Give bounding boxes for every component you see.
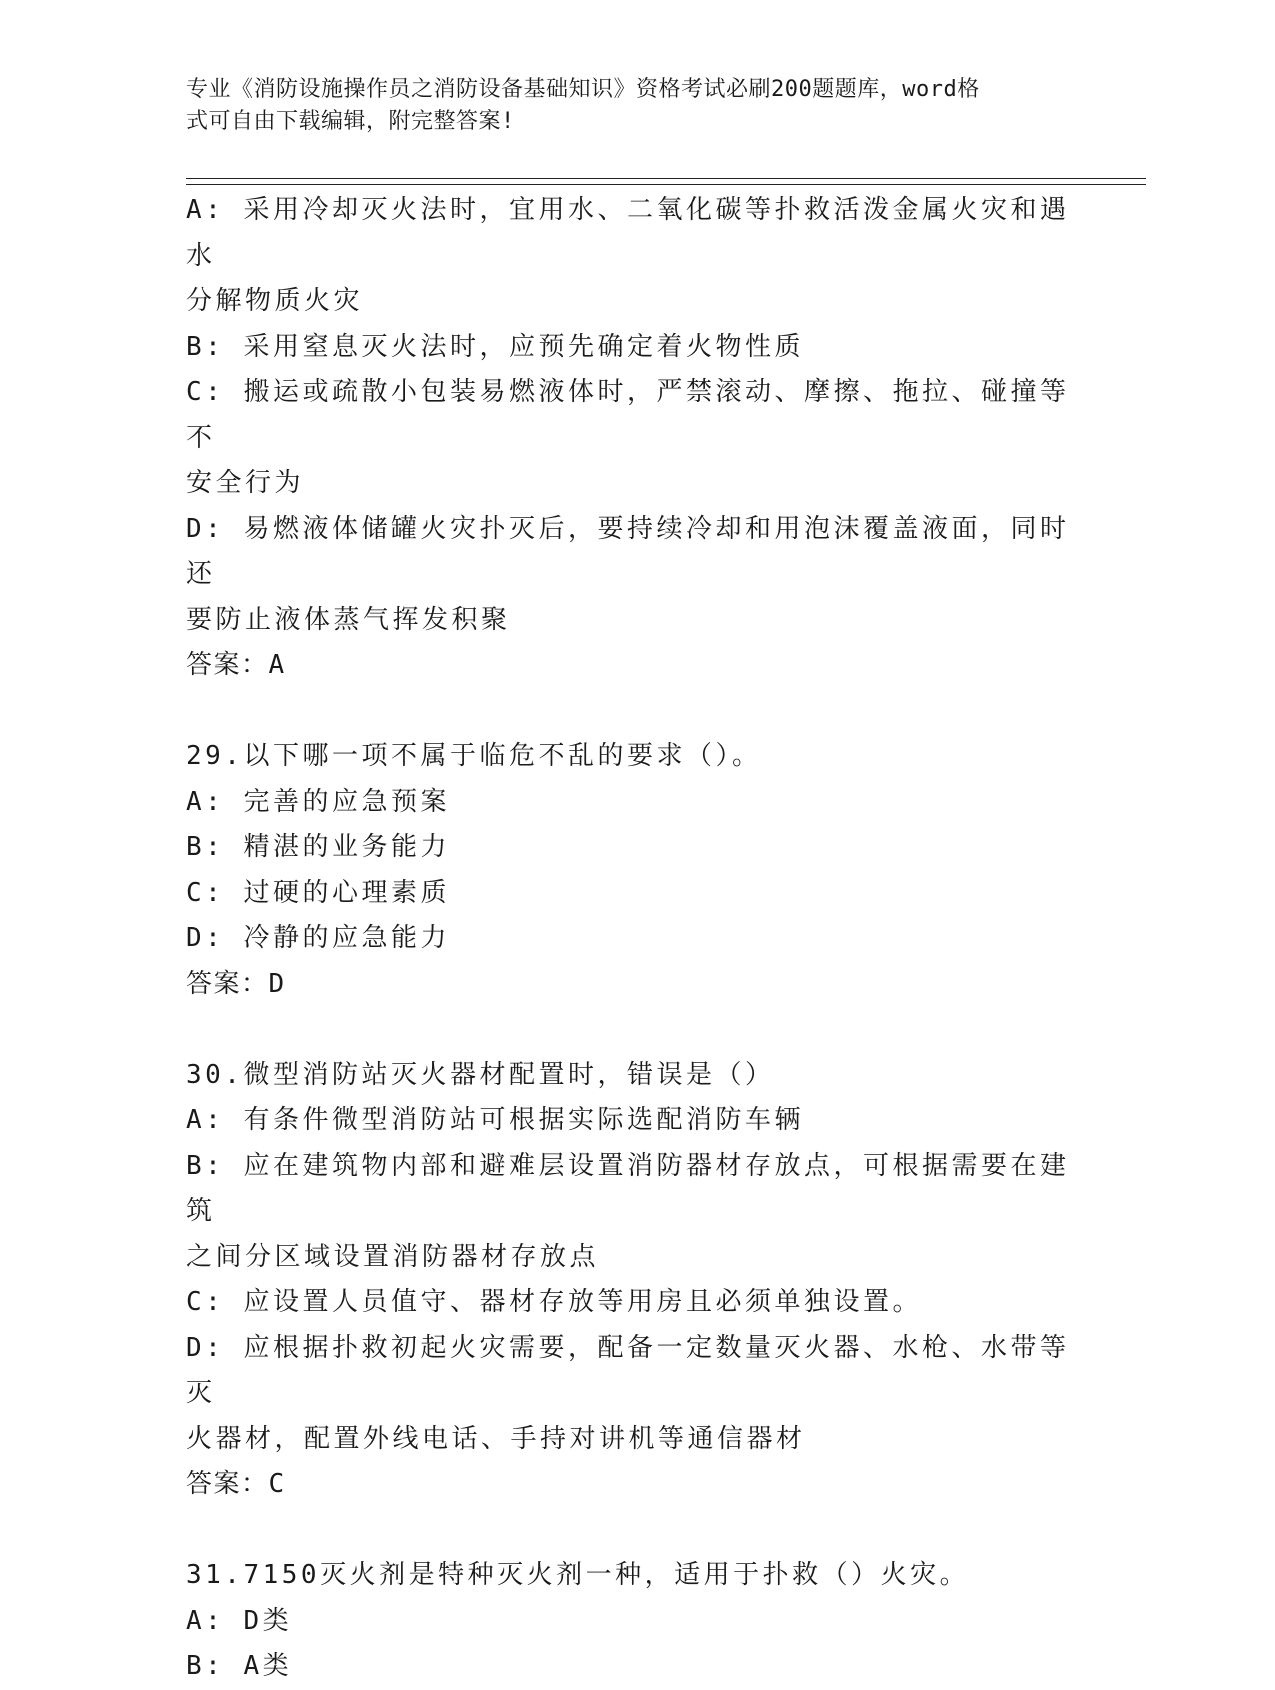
question-30 bbox=[186, 1053, 1086, 1508]
header-line-2: 式可自由下载编辑，附完整答案! bbox=[186, 109, 515, 134]
question-text: 30.微型消防站灭火器材配置时，错误是（） bbox=[186, 1059, 775, 1090]
option-c-line-1: C: 搬运或疏散小包装易燃液体时，严禁滚动、摩擦、拖拉、碰撞等不 bbox=[186, 377, 1070, 453]
answer-value: C bbox=[268, 1469, 286, 1499]
header-divider-top bbox=[186, 178, 1146, 179]
answer bbox=[186, 962, 1086, 1008]
option-a: A: D类 bbox=[186, 1605, 293, 1636]
question-28 bbox=[186, 188, 1086, 689]
answer-label: 答案： bbox=[186, 1469, 269, 1499]
document-header bbox=[186, 74, 1066, 138]
question-29 bbox=[186, 734, 1086, 1007]
answer-value: D bbox=[268, 968, 286, 999]
spacer bbox=[186, 1007, 1086, 1053]
option-b-line-1: B: 应在建筑物内部和避难层设置消防器材存放点，可根据需要在建筑 bbox=[186, 1150, 1070, 1226]
header-line-1: 专业《消防设施操作员之消防设备基础知识》资格考试必刷200题题库，word格 bbox=[186, 77, 980, 102]
option-b: B: A类 bbox=[186, 1651, 293, 1681]
option-d-line-2: 要防止液体蒸气挥发积聚 bbox=[186, 604, 511, 635]
answer bbox=[186, 1462, 1086, 1508]
option-d: D: 冷静的应急能力 bbox=[186, 923, 450, 953]
question-31 bbox=[186, 1553, 1086, 1690]
option-c: C: 过硬的心理素质 bbox=[186, 877, 450, 908]
option-d-line-1: D: 应根据扑救初起火灾需要，配备一定数量灭火器、水枪、水带等灭 bbox=[186, 1332, 1070, 1408]
option-a-line-2: 分解物质火灾 bbox=[186, 286, 364, 316]
option-c: C: 应设置人员值守、器材存放等用房且必须单独设置。 bbox=[186, 1287, 922, 1317]
option-c-line-2: 安全行为 bbox=[186, 468, 305, 498]
option-d-line-2: 火器材，配置外线电话、手持对讲机等通信器材 bbox=[186, 1423, 806, 1454]
header-divider-bottom bbox=[186, 184, 1146, 185]
option-d-line-1: D: 易燃液体储罐火灾扑灭后，要持续冷却和用泡沫覆盖液面，同时还 bbox=[186, 513, 1070, 589]
spacer bbox=[186, 1508, 1086, 1554]
answer-label: 答案： bbox=[186, 968, 269, 999]
question-text: 31.7150灭火剂是特种灭火剂一种，适用于扑救（）火灾。 bbox=[186, 1560, 970, 1590]
option-a: A: 完善的应急预案 bbox=[186, 786, 450, 817]
answer-label: 答案： bbox=[186, 650, 269, 680]
option-b: B: 采用窒息灭火法时，应预先确定着火物性质 bbox=[186, 331, 804, 362]
question-list bbox=[186, 188, 1086, 1690]
option-b: B: 精湛的业务能力 bbox=[186, 832, 450, 862]
spacer bbox=[186, 689, 1086, 735]
answer bbox=[186, 643, 1086, 689]
option-a-line-1: A: 采用冷却灭火法时，宜用水、二氧化碳等扑救活泼金属火灾和遇水 bbox=[186, 195, 1070, 271]
answer-value: A bbox=[268, 650, 286, 680]
option-b-line-2: 之间分区域设置消防器材存放点 bbox=[186, 1241, 600, 1272]
question-text: 29.以下哪一项不属于临危不乱的要求（）。 bbox=[186, 741, 762, 771]
option-a: A: 有条件微型消防站可根据实际选配消防车辆 bbox=[186, 1105, 804, 1135]
